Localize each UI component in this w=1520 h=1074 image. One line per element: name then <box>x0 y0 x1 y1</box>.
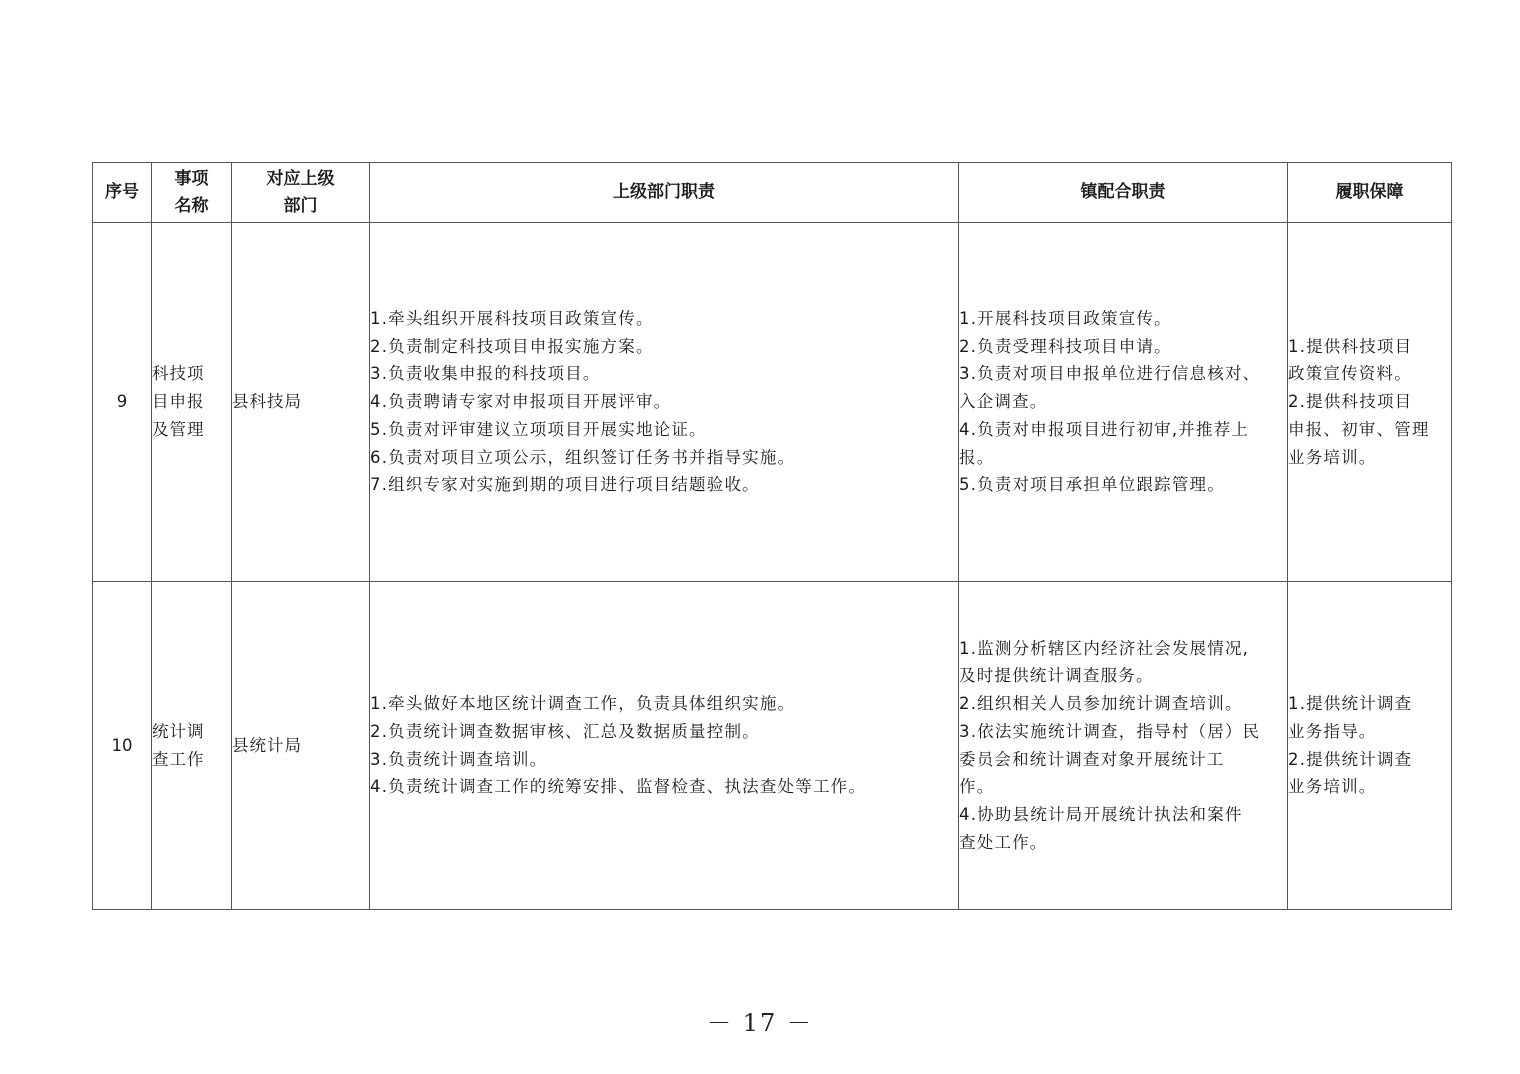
duty-line: 作。 <box>959 777 995 797</box>
upper-dept: 县科技局 <box>232 223 370 582</box>
upper-dept: 县统计局 <box>232 582 370 910</box>
header-town-duties: 镇配合职责 <box>959 163 1288 223</box>
duty-line: 委员会和统计调查对象开展统计工 <box>959 749 1225 769</box>
duty-line: 3.负责对项目申报单位进行信息核对、 <box>959 364 1261 384</box>
guarantee-line: 业务指导。 <box>1288 721 1377 741</box>
header-row <box>93 163 1452 223</box>
duty-line: 3.依法实施统计调查，指导村（居）民 <box>959 721 1261 741</box>
header-no: 序号 <box>93 163 152 223</box>
duty-line: 2.负责受理科技项目申请。 <box>959 336 1172 356</box>
guarantee-line: 1.提供统计调查 <box>1288 694 1413 714</box>
item-name-line: 及管理 <box>152 419 205 439</box>
duty-line: 及时提供统计调查服务。 <box>959 666 1154 686</box>
duty-line: 6.负责对项目立项公示，组织签订任务书并指导实施。 <box>370 447 796 467</box>
item-name-line: 统计调 <box>152 721 205 741</box>
page-number: － 17 － <box>707 1009 813 1037</box>
duty-line: 4.协助县统计局开展统计执法和案件 <box>959 804 1243 824</box>
duty-line: 查处工作。 <box>959 832 1048 852</box>
duty-line: 1.开展科技项目政策宣传。 <box>959 309 1172 329</box>
guarantee-line: 2.提供科技项目 <box>1288 392 1413 412</box>
guarantee <box>1288 223 1452 582</box>
duty-line: 5.负责对评审建议立项项目开展实地论证。 <box>370 419 707 439</box>
duty-line: 5.负责对项目承担单位跟踪管理。 <box>959 475 1225 495</box>
header-item-name <box>152 163 232 223</box>
guarantee-line: 2.提供统计调查 <box>1288 749 1413 769</box>
header-guarantee: 履职保障 <box>1288 163 1452 223</box>
duty-line: 3.负责统计调查培训。 <box>370 749 548 769</box>
duty-line: 入企调查。 <box>959 392 1048 412</box>
table-row <box>93 582 1452 910</box>
guarantee <box>1288 582 1452 910</box>
header-upper-dept-line: 对应上级 <box>266 168 335 189</box>
header-upper-dept <box>232 163 370 223</box>
item-name <box>152 582 232 910</box>
guarantee-line: 政策宣传资料。 <box>1288 364 1412 384</box>
upper-duties <box>370 223 959 582</box>
duty-line: 报。 <box>959 447 995 467</box>
header-item-name-line: 事项 <box>174 168 209 189</box>
duty-line: 7.组织专家对实施到期的项目进行项目结题验收。 <box>370 475 760 495</box>
duty-line: 2.负责制定科技项目申报实施方案。 <box>370 336 654 356</box>
header-item-name-line: 名称 <box>174 195 209 216</box>
duty-table <box>92 162 1452 910</box>
item-name-line: 科技项 <box>152 364 205 384</box>
guarantee-line: 1.提供科技项目 <box>1288 336 1413 356</box>
table-row <box>93 223 1452 582</box>
row-number: 10 <box>93 582 152 910</box>
duty-line: 1.牵头组织开展科技项目政策宣传。 <box>370 309 654 329</box>
row-number: 9 <box>93 223 152 582</box>
duty-line: 4.负责统计调查工作的统筹安排、监督检查、执法查处等工作。 <box>370 777 867 797</box>
duty-line: 3.负责收集申报的科技项目。 <box>370 364 601 384</box>
duty-line: 2.组织相关人员参加统计调查培训。 <box>959 694 1243 714</box>
item-name-line: 查工作 <box>152 749 205 769</box>
guarantee-line: 业务培训。 <box>1288 777 1377 797</box>
duty-line: 1.牵头做好本地区统计调查工作，负责具体组织实施。 <box>370 694 796 714</box>
guarantee-line: 业务培训。 <box>1288 447 1377 467</box>
header-upper-duties: 上级部门职责 <box>370 163 959 223</box>
item-name-line: 目申报 <box>152 392 205 412</box>
item-name <box>152 223 232 582</box>
guarantee-line: 申报、初审、管理 <box>1288 419 1430 439</box>
duty-line: 4.负责对申报项目进行初审,并推荐上 <box>959 419 1250 439</box>
town-duties <box>959 223 1288 582</box>
town-duties <box>959 582 1288 910</box>
duty-line: 2.负责统计调查数据审核、汇总及数据质量控制。 <box>370 721 760 741</box>
duty-line: 1.监测分析辖区内经济社会发展情况, <box>959 638 1250 658</box>
upper-duties <box>370 582 959 910</box>
header-upper-dept-line: 部门 <box>283 195 318 216</box>
duty-line: 4.负责聘请专家对申报项目开展评审。 <box>370 392 672 412</box>
